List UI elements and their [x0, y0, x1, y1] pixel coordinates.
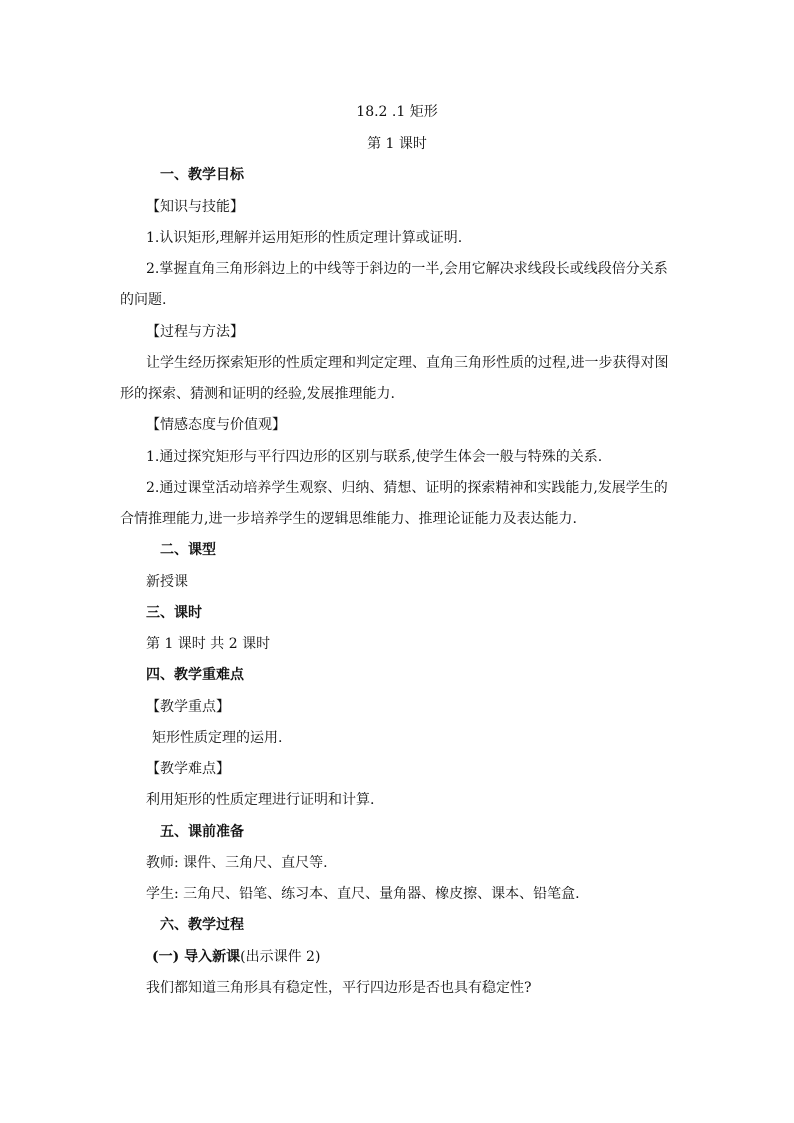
label-teaching-difficulty: 【教学难点】 [146, 761, 230, 777]
label-teaching-focus: 【教学重点】 [146, 699, 230, 715]
heading-teaching-objectives: 一、教学目标 [160, 167, 244, 183]
heading-key-difficult-points: 四、教学重难点 [146, 667, 244, 683]
label-knowledge-skills: 【知识与技能】 [146, 199, 244, 215]
doc-title: 18.2 .1 矩形 [356, 104, 438, 120]
heading-lesson-hours: 三、课时 [146, 605, 202, 621]
label-process-methods: 【过程与方法】 [146, 324, 244, 340]
intro-new-lesson-label: (一) 导入新课 [152, 949, 241, 965]
objective-k1: 1.认识矩形,理解并运用矩形的性质定理计算或证明. [146, 230, 463, 246]
label-emotion-values: 【情感态度与价值观】 [146, 417, 286, 433]
preparation-student: 学生: 三角尺、铅笔、练习本、直尺、量角器、橡皮擦、课本、铅笔盒. [146, 886, 580, 902]
heading-preparation: 五、课前准备 [160, 824, 244, 840]
process-line2: 形的探索、猜测和证明的经验,发展推理能力. [120, 386, 395, 402]
preparation-teacher: 教师: 课件、三角尺、直尺等. [146, 855, 328, 871]
objective-k2-line2: 的问题. [120, 292, 167, 308]
emotion-e2-line2: 合情推理能力,进一步培养学生的逻辑思维能力、推理论证能力及表达能力. [120, 511, 577, 527]
heading-teaching-process: 六、教学过程 [160, 917, 244, 933]
doc-subtitle: 第 1 课时 [367, 136, 427, 152]
teaching-difficulty-text: 利用矩形的性质定理进行证明和计算. [146, 792, 375, 808]
emotion-e1: 1.通过探究矩形与平行四边形的区别与联系,使学生体会一般与特殊的关系. [146, 449, 603, 465]
emotion-e2-line1: 2.通过课堂活动培养学生观察、归纳、猜想、证明的探索精神和实践能力,发展学生的 [146, 480, 668, 496]
intro-question-text: 我们都知道三角形具有稳定性，平行四边形是否也具有稳定性? [146, 980, 532, 996]
intro-courseware-note: (出示课件 2) [240, 949, 321, 965]
lesson-hours-text: 第 1 课时 共 2 课时 [146, 636, 271, 652]
teaching-focus-text: 矩形性质定理的运用. [152, 730, 283, 746]
intro-line [152, 947, 320, 967]
heading-lesson-type: 二、课型 [160, 542, 216, 558]
objective-k2-line1: 2.掌握直角三角形斜边上的中线等于斜边的一半,会用它解决求线段长或线段倍分关系 [146, 261, 668, 277]
process-line1: 让学生经历探索矩形的性质定理和判定定理、直角三角形性质的过程,进一步获得对图 [146, 355, 669, 371]
lesson-type-text: 新授课 [146, 574, 188, 590]
